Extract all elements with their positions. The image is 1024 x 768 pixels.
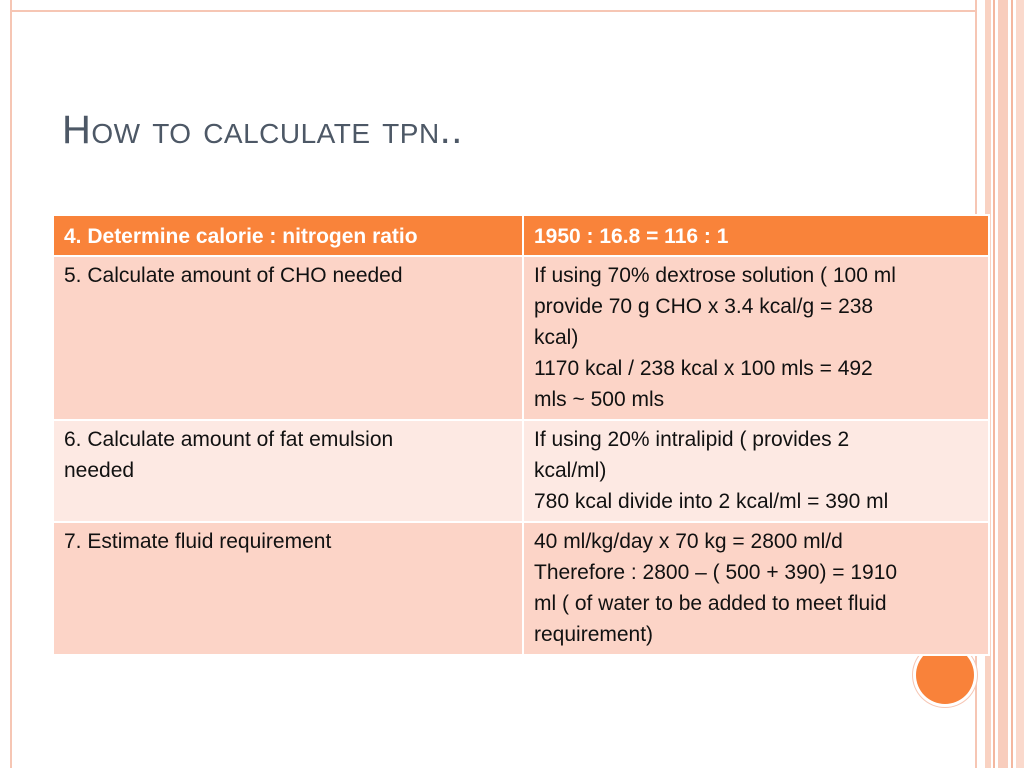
header-value-cell: 1950 : 16.8 = 116 : 1 [523, 215, 989, 256]
calculation-line: If using 20% intralipid ( provides 2 [534, 428, 850, 451]
calculation-cell [523, 256, 989, 420]
tpn-calculation-table [52, 214, 990, 656]
table-row [53, 522, 989, 655]
table-row [53, 256, 989, 420]
calculation-cell [523, 420, 989, 522]
step-cell: 7. Estimate fluid requirement [53, 522, 523, 655]
decorative-stripe [1011, 0, 1013, 768]
step-line: 6. Calculate amount of fat emulsion [64, 428, 394, 451]
calculation-cell [523, 522, 989, 655]
slide-frame-left-line [10, 0, 12, 768]
calculation-line: mls ~ 500 mls [534, 388, 665, 411]
calculation-line: If using 70% dextrose solution ( 100 ml [534, 264, 896, 287]
header-step-cell: 4. Determine calorie : nitrogen ratio [53, 215, 523, 256]
calculation-line: 1170 kcal / 238 kcal x 100 mls = 492 [534, 357, 873, 380]
decorative-stripe [993, 0, 995, 768]
calculation-line: 780 kcal divide into 2 kcal/ml = 390 ml [534, 490, 889, 513]
calculation-line: requirement) [534, 623, 654, 646]
calculation-line: kcal) [534, 326, 579, 349]
decorative-stripe [1016, 0, 1024, 768]
calculation-line: kcal/ml) [534, 459, 607, 482]
step-cell [53, 420, 523, 522]
calculation-line: provide 70 g CHO x 3.4 kcal/g = 238 [534, 295, 874, 318]
decorative-stripe [998, 0, 1008, 768]
calculation-line: Therefore : 2800 – ( 500 + 390) = 1910 [534, 561, 898, 584]
step-line: needed [64, 459, 135, 482]
step-cell: 5. Calculate amount of CHO needed [53, 256, 523, 420]
calculation-line: ml ( of water to be added to meet fluid [534, 592, 887, 615]
slide-title: How to calculate tpn.. [62, 108, 463, 152]
calculation-line: 40 ml/kg/day x 70 kg = 2800 ml/d [534, 530, 843, 553]
table-header-row [53, 215, 989, 256]
slide-frame-top-line [10, 10, 975, 12]
table-row [53, 420, 989, 522]
